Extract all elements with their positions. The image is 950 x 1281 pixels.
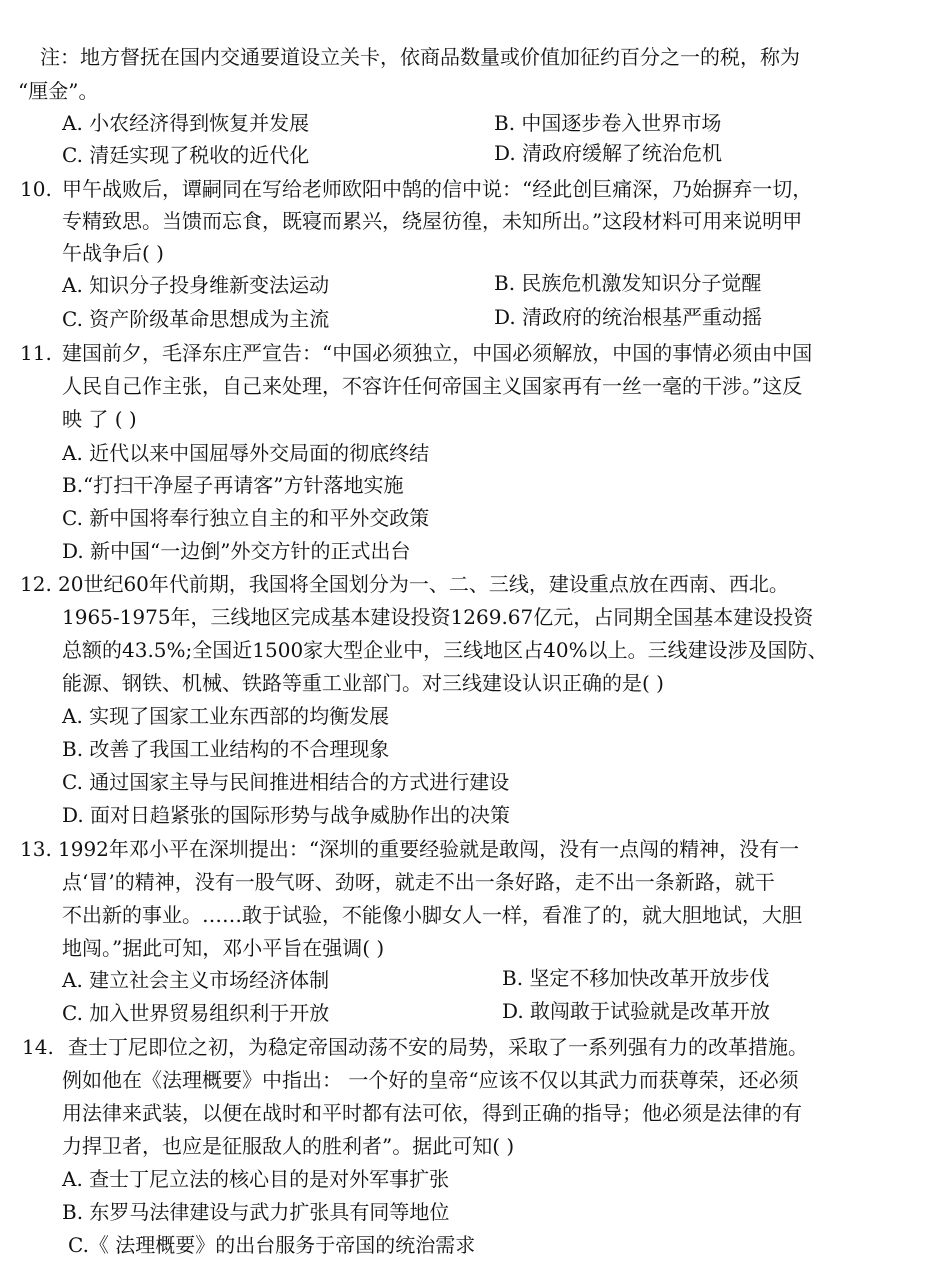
q13-stem-line-1: 1992年邓小平在深圳提出：“深圳的重要经验就是敢闯，没有一点闯的精神，没有一 [58, 837, 800, 861]
q11-option-a: A. 近代以来中国屈辱外交局面的彻底终结 [62, 441, 430, 465]
q10-option-c: C. 资产阶级革命思想成为主流 [62, 307, 330, 331]
q12-option-d: D. 面对日趋紧张的国际形势与战争威胁作出的决策 [62, 803, 511, 827]
q14-number: 14. [22, 1035, 54, 1059]
q9-option-c: C. 清廷实现了税收的近代化 [62, 143, 310, 167]
q10-option-d: D. 清政府的统治根基严重动摇 [494, 305, 763, 329]
note-line-1: 注：地方督抚在国内交通要道设立关卡，依商品数量或价值加征约百分之一的税，称为 [40, 45, 800, 69]
q12-stem-line-3: 总额的43.5%;全国近1500家大型企业中，三线地区占40%以上。三线建设涉及国防、 [62, 638, 828, 662]
q13-stem-line-4: 地闯。”据此可知，邓小平旨在强调( ) [62, 936, 385, 960]
q12-option-b: B. 改善了我国工业结构的不合理现象 [62, 737, 390, 761]
q10-number: 10. [20, 177, 52, 201]
q11-number: 11. [20, 341, 52, 365]
q13-number: 13. [20, 837, 52, 861]
q10-option-b: B. 民族危机激发知识分子觉醒 [494, 271, 762, 295]
q14-stem-line-2: 例如他在《法理概要》中指出： 一个好的皇帝“应该不仅以其武力而获尊荣，还必须 [62, 1068, 799, 1092]
q13-stem-line-3: 不出新的事业。……敢于试验，不能像小脚女人一样，看准了的，就大胆地试，大胆 [62, 903, 802, 927]
q11-option-b: B.“打扫干净屋子再请客”方针落地实施 [62, 473, 404, 497]
q12-option-c: C. 通过国家主导与民间推进相结合的方式进行建设 [62, 770, 510, 794]
q11-stem-line-2: 人民自己作主张，自己来处理，不容许任何帝国主义国家再有一丝一毫的干涉。”这反 [62, 374, 803, 398]
q14-option-a: A. 查士丁尼立法的核心目的是对外军事扩张 [62, 1167, 450, 1191]
q13-option-c: C. 加入世界贸易组织利于开放 [62, 1001, 330, 1025]
q14-stem-line-1: 查士丁尼即位之初，为稳定帝国动荡不安的局势，采取了一系列强有力的改革措施。 [68, 1035, 808, 1059]
q11-stem-line-1: 建国前夕，毛泽东庄严宣告：“中国必须独立，中国必须解放，中国的事情必须由中国 [62, 341, 813, 365]
q11-option-c: C. 新中国将奉行独立自主的和平外交政策 [62, 506, 430, 530]
note-line-2: “厘金”。 [18, 79, 99, 103]
q12-option-a: A. 实现了国家工业东西部的均衡发展 [62, 704, 390, 728]
q12-number: 12. [20, 572, 52, 596]
q9-option-d: D. 清政府缓解了统治危机 [494, 141, 723, 165]
q12-stem-line-2: 1965-1975年，三线地区完成基本建设投资1269.67亿元，占同期全国基本建设投资 [62, 605, 814, 629]
q14-stem-line-3: 用法律来武装，以便在战时和平时都有法可依，得到正确的指导；他必须是法律的有 [62, 1101, 802, 1125]
q9-option-b: B. 中国逐步卷入世界市场 [494, 111, 722, 135]
q11-option-d: D. 新中国“一边倒”外交方针的正式出台 [62, 539, 411, 563]
q10-stem-line-2: 专精致思。当馈而忘食，既寝而累兴，绕屋彷徨，未知所出。”这段材料可用来说明甲 [62, 209, 803, 233]
q13-option-b: B. 坚定不移加快改革开放步伐 [502, 966, 770, 990]
q9-option-a: A. 小农经济得到恢复并发展 [62, 111, 310, 135]
q12-stem-line-4: 能源、钢铁、机械、铁路等重工业部门。对三线建设认识正确的是( ) [62, 671, 664, 695]
q13-option-d: D. 敢闯敢于试验就是改革开放 [502, 999, 771, 1023]
q10-option-a: A. 知识分子投身维新变法运动 [62, 273, 330, 297]
q11-stem-line-3: 映 了 ( ) [62, 407, 137, 431]
q14-option-c: C.《 法理概要》的出台服务于帝国的统治需求 [68, 1233, 476, 1257]
q13-stem-line-2: 点‘冒’的精神，没有一股气呀、劲呀，就走不出一条好路，走不出一条新路，就干 [62, 870, 775, 894]
q14-option-b: B. 东罗马法律建设与武力扩张具有同等地位 [62, 1200, 450, 1224]
q10-stem-line-3: 午战争后( ) [62, 241, 164, 265]
q10-stem-line-1: 甲午战败后，谭嗣同在写给老师欧阳中鹄的信中说：“经此创巨痛深，乃始摒弃一切， [62, 177, 813, 201]
q14-stem-line-4: 力捍卫者，也应是征服敌人的胜利者”。据此可知( ) [62, 1134, 515, 1158]
q12-stem-line-1: 20世纪60年代前期，我国将全国划分为一、二、三线，建设重点放在西南、西北。 [58, 572, 789, 596]
q13-option-a: A. 建立社会主义市场经济体制 [62, 968, 330, 992]
